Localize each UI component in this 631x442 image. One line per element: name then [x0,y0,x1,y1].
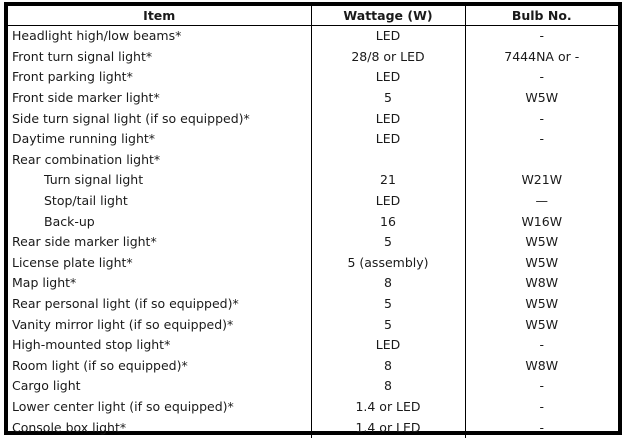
item-cell: Console box light* [12,419,127,435]
item-cell: Front parking light* [12,69,133,85]
table-row [8,191,618,212]
wattage-cell: LED [311,129,465,150]
item-cell: Vanity mirror light (if so equipped)* [12,316,234,332]
table-row [8,294,618,315]
bulb-no-cell: - [465,129,618,150]
item-cell: License plate light* [12,254,133,270]
table-row [8,314,618,335]
bulb-no-cell [465,150,618,171]
table-row [8,273,618,294]
table-row [8,397,618,418]
table-header-row [8,6,618,26]
item-cell: Rear combination light* [12,151,161,167]
header-wattage: Wattage (W) [311,6,465,26]
item-cell: Headlight high/low beams* [12,28,182,44]
bulb-specification-table [4,2,622,435]
bulb-no-cell: W8W [465,273,618,294]
item-cell: Daytime running light* [12,131,156,147]
wattage-cell: 1.4 or LED [311,397,465,418]
header-bulb-no: Bulb No. [465,6,618,26]
item-cell: Stop/tail light [44,193,128,209]
header-item: Item [8,6,311,26]
bulb-no-cell: - [465,417,618,438]
table-body [8,26,618,438]
item-cell: Rear personal light (if so equipped)* [12,296,239,312]
table-row [8,232,618,253]
table-row [8,170,618,191]
item-cell: Map light* [12,275,77,291]
bulb-table [8,6,618,438]
wattage-cell: 5 [311,88,465,109]
item-cell: Cargo light [12,378,81,394]
wattage-cell: 5 [311,232,465,253]
item-cell: Front side marker light* [12,90,160,106]
table-row [8,253,618,274]
table-row [8,88,618,109]
bulb-no-cell: W21W [465,170,618,191]
wattage-cell: 28/8 or LED [311,47,465,68]
table-row [8,67,618,88]
bulb-no-cell: W5W [465,314,618,335]
bulb-no-cell: - [465,376,618,397]
wattage-cell: 21 [311,170,465,191]
wattage-cell: 16 [311,211,465,232]
bulb-no-cell: W16W [465,211,618,232]
table-row [8,129,618,150]
wattage-cell: LED [311,108,465,129]
bulb-no-cell: - [465,26,618,47]
table-row [8,150,618,171]
item-cell: Rear side marker light* [12,234,157,250]
table-row [8,376,618,397]
wattage-cell [311,150,465,171]
item-cell: Back-up [44,213,95,229]
wattage-cell: LED [311,67,465,88]
table-row [8,356,618,377]
table-row [8,26,618,47]
bulb-no-cell: 7444NA or - [465,47,618,68]
wattage-cell: 8 [311,273,465,294]
item-cell: Lower center light (if so equipped)* [12,398,234,414]
item-cell: High-mounted stop light* [12,337,171,353]
item-cell: Side turn signal light (if so equipped)* [12,110,250,126]
bulb-no-cell: W5W [465,232,618,253]
bulb-no-cell: — [465,191,618,212]
wattage-cell: LED [311,26,465,47]
wattage-cell: LED [311,335,465,356]
bulb-no-cell: W5W [465,294,618,315]
table-row [8,335,618,356]
bulb-no-cell: - [465,397,618,418]
bulb-no-cell: W5W [465,88,618,109]
bulb-no-cell: - [465,67,618,88]
wattage-cell: 5 [311,294,465,315]
wattage-cell: 5 (assembly) [311,253,465,274]
wattage-cell: 8 [311,356,465,377]
table-row [8,211,618,232]
wattage-cell: 1.4 or LED [311,417,465,438]
item-cell: Turn signal light [44,172,144,188]
table-row [8,108,618,129]
wattage-cell: 8 [311,376,465,397]
bulb-no-cell: - [465,108,618,129]
bulb-no-cell: W5W [465,253,618,274]
bulb-no-cell: - [465,335,618,356]
item-cell: Room light (if so equipped)* [12,357,188,373]
table-row [8,417,618,438]
bulb-no-cell: W8W [465,356,618,377]
item-cell: Front turn signal light* [12,48,153,64]
wattage-cell: LED [311,191,465,212]
table-row [8,47,618,68]
wattage-cell: 5 [311,314,465,335]
